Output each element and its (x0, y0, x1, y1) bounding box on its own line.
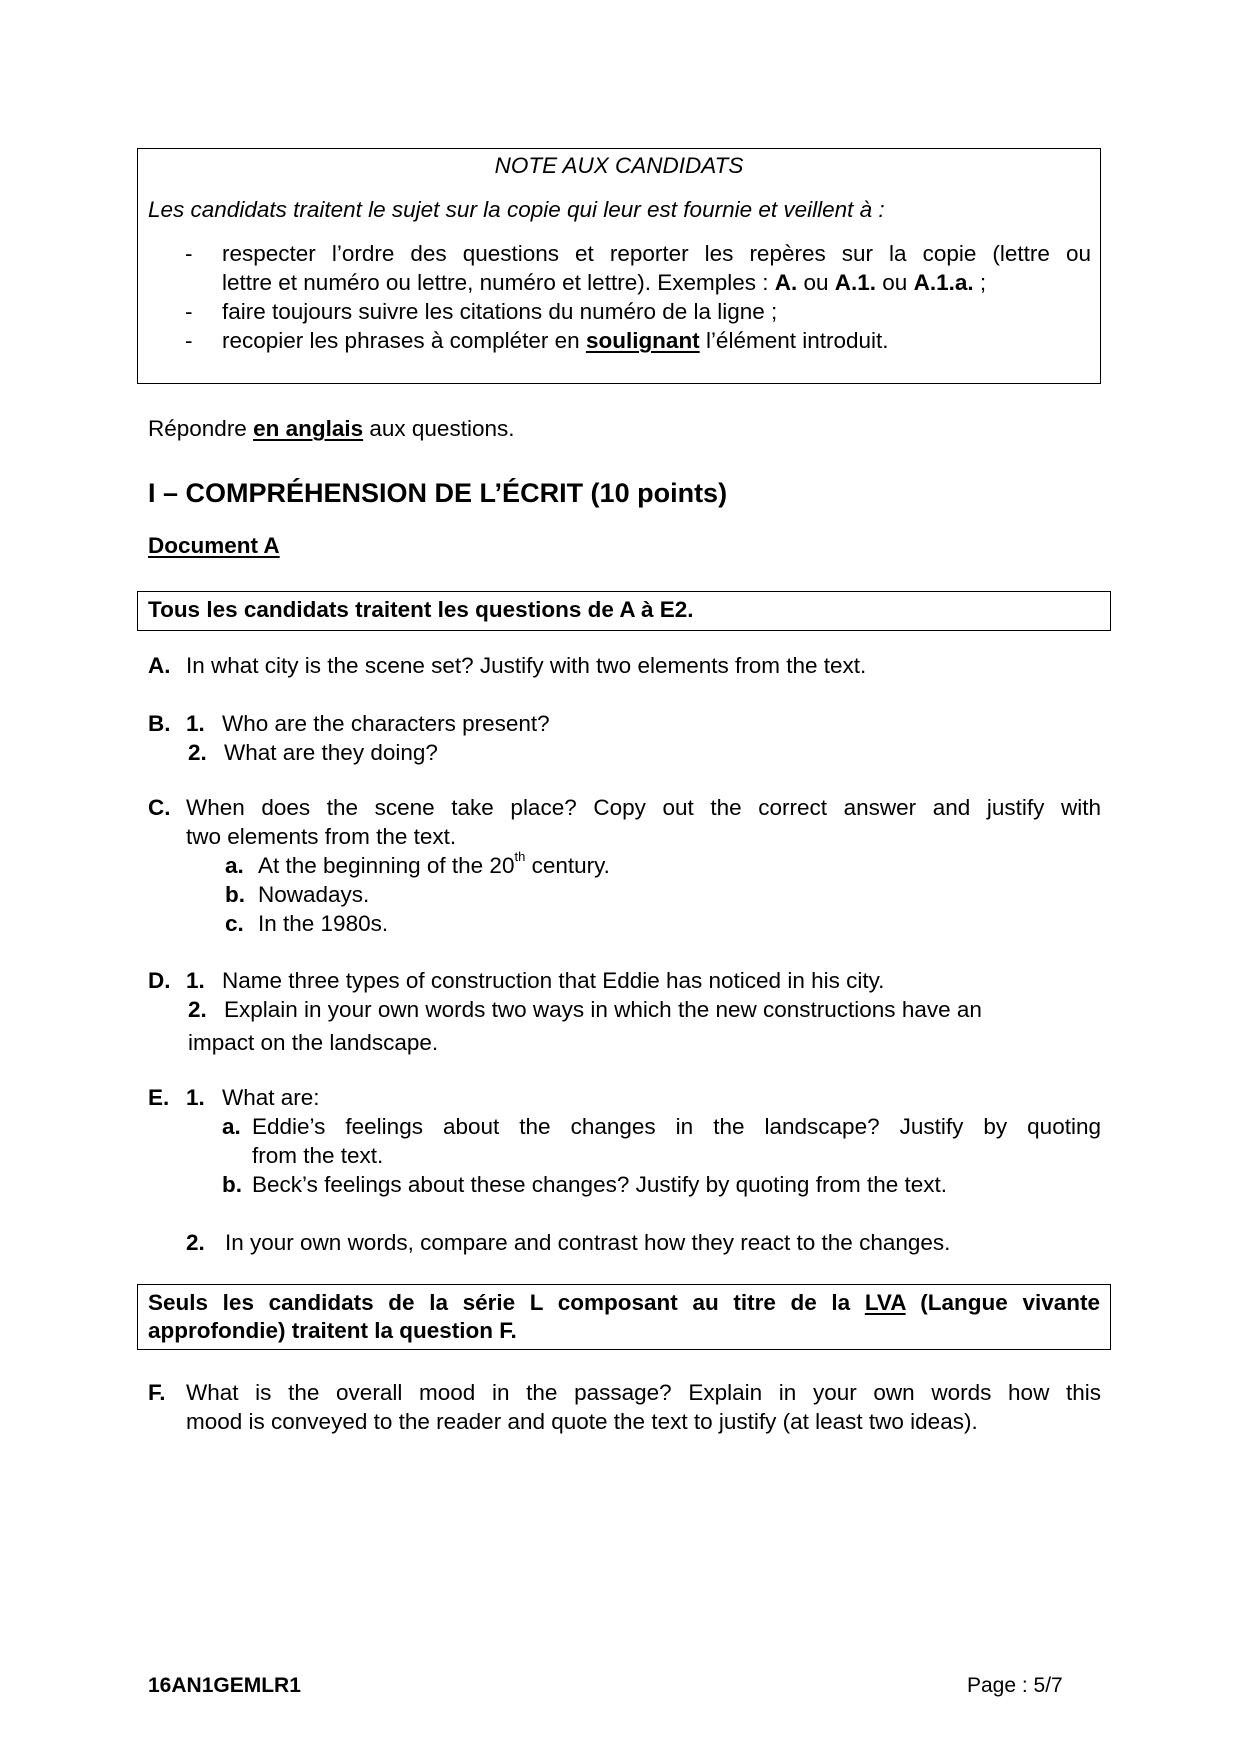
question-c-line-1: When does the scene take place? Copy out the correct answer and justify with (186, 795, 1101, 820)
question-d-label: D. (148, 968, 171, 993)
document-label: Document A (148, 533, 280, 558)
question-a-label: A. (148, 653, 171, 678)
question-d1-label: 1. (186, 968, 205, 993)
question-b-label: B. (148, 711, 171, 736)
bullet-dash: - (185, 299, 193, 324)
question-b2-text: What are they doing? (224, 740, 438, 765)
question-b1-text: Who are the characters present? (222, 711, 550, 736)
question-e-label: E. (148, 1085, 170, 1110)
note-bullet-1-line-1: respecter l’ordre des questions et reporter les repères sur la copie (lettre ou (222, 241, 1091, 266)
question-d2-label: 2. (188, 997, 207, 1022)
instruction-box-all-text: Tous les candidats traitent les questions de A à E2. (148, 597, 694, 622)
instruction-box-serie-l-line-1: Seuls les candidats de la série L composant au titre de la LVA (Langue vivante (148, 1290, 1100, 1315)
question-e2-text: In your own words, compare and contrast how they react to the changes. (225, 1230, 951, 1255)
option-ca-text: At the beginning of the 20th century. (258, 849, 610, 878)
bullet-dash: - (185, 328, 193, 353)
note-title: NOTE AUX CANDIDATS (494, 153, 744, 178)
option-ca-label: a. (225, 853, 244, 878)
footer-code: 16AN1GEMLR1 (148, 1674, 301, 1697)
question-d1-text: Name three types of construction that Eddie has noticed in his city. (222, 968, 885, 993)
question-e1-label: 1. (186, 1085, 205, 1110)
option-eb-label: b. (222, 1172, 242, 1197)
option-ea-line-2: from the text. (252, 1143, 384, 1168)
question-e1-text: What are: (222, 1085, 320, 1110)
question-c-line-2: two elements from the text. (186, 824, 457, 849)
question-e2-label: 2. (186, 1230, 205, 1255)
section-title: I – COMPRÉHENSION DE L’ÉCRIT (10 points) (148, 478, 728, 508)
question-f-line-2: mood is conveyed to the reader and quote the text to justify (at least two ideas). (186, 1409, 978, 1434)
option-eb-text: Beck’s feelings about these changes? Justify by quoting from the text. (252, 1172, 947, 1197)
question-c-label: C. (148, 795, 171, 820)
question-a-text: In what city is the scene set? Justify with two elements from the text. (186, 653, 867, 678)
question-b2-label: 2. (188, 740, 207, 765)
note-bullet-1-line-2: lettre et numéro ou lettre, numéro et lettre). Exemples : A. ou A.1. ou A.1.a. ; (222, 270, 987, 295)
answer-instruction: Répondre en anglais aux questions. (148, 416, 515, 441)
option-cb-label: b. (225, 882, 245, 907)
question-b1-label: 1. (186, 711, 205, 736)
instruction-box-serie-l-line-2: approfondie) traitent la question F. (148, 1318, 517, 1343)
bullet-dash: - (185, 241, 193, 266)
question-f-label: F. (148, 1380, 166, 1405)
option-cc-text: In the 1980s. (258, 911, 389, 936)
question-f-line-1: What is the overall mood in the passage? Explain in your own words how this (186, 1380, 1101, 1405)
option-ea-label: a. (222, 1114, 241, 1139)
note-bullet-3: recopier les phrases à compléter en soulignant l’élément introduit. (222, 328, 889, 353)
question-d2-line-2: impact on the landscape. (188, 1030, 439, 1055)
question-d2-line-1: Explain in your own words two ways in which the new constructions have an (224, 997, 982, 1022)
option-ea-line-1: Eddie’s feelings about the changes in the landscape? Justify by quoting (252, 1114, 1101, 1139)
note-intro: Les candidats traitent le sujet sur la copie qui leur est fournie et veillent à : (148, 197, 885, 222)
option-cc-label: c. (225, 911, 244, 936)
option-cb-text: Nowadays. (258, 882, 370, 907)
footer-page-number: Page : 5/7 (967, 1674, 1063, 1697)
note-bullet-2: faire toujours suivre les citations du numéro de la ligne ; (222, 299, 778, 324)
